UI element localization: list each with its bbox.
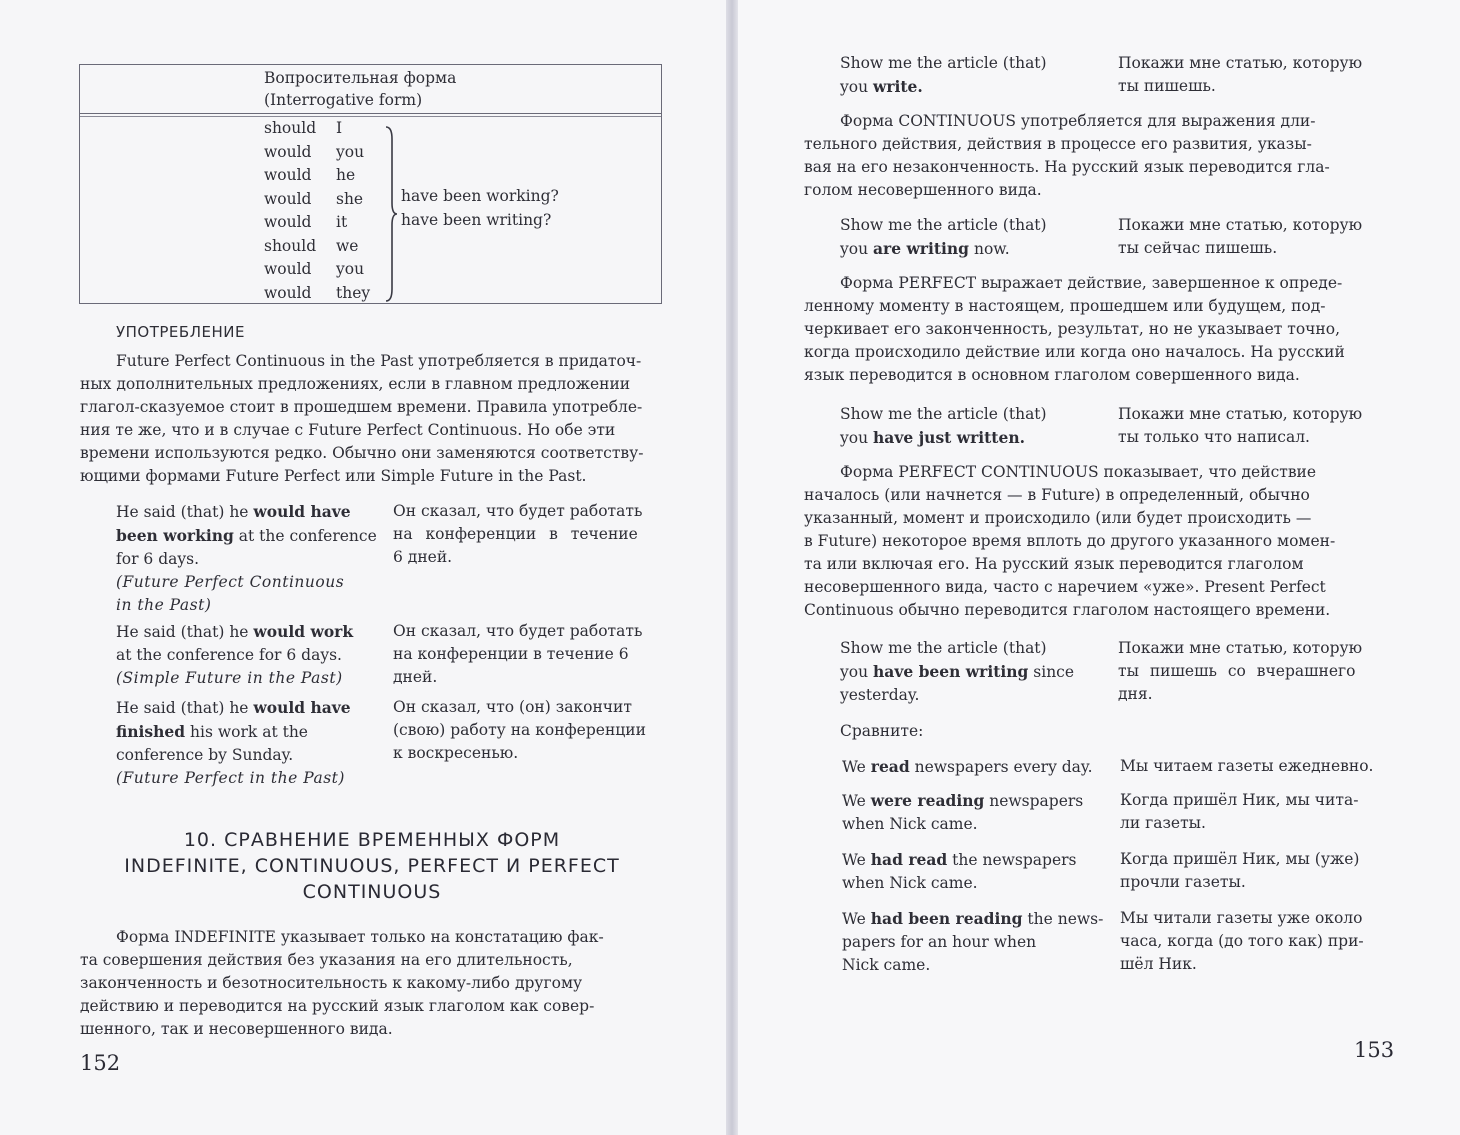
bold-verb: finished xyxy=(116,722,186,741)
tense-tag: (Simple Future in the Past) xyxy=(116,669,343,687)
curly-brace-icon xyxy=(384,125,398,303)
text-run: the newspapers xyxy=(947,851,1077,869)
text-line: несовершенного вида, часто с наречием «уже». Present Perfect xyxy=(804,578,1326,596)
example-english xyxy=(116,620,388,690)
text-line: yesterday. xyxy=(840,686,920,704)
pronoun: I xyxy=(336,119,343,137)
text-line: Show me the article (that) xyxy=(840,405,1047,423)
text-run: newspapers every day. xyxy=(909,758,1093,776)
heading-line: 10. СРАВНЕНИЕ ВРЕМЕННЫХ ФОРМ xyxy=(183,829,561,851)
example-english xyxy=(840,214,1112,261)
example-english xyxy=(116,696,388,790)
text-line: at the conference for 6 days. xyxy=(116,646,342,664)
example-russian xyxy=(393,696,665,765)
text-run: you xyxy=(840,240,873,258)
text-run: We xyxy=(842,758,871,776)
text-run: at the conference xyxy=(233,527,377,545)
tense-tag: in the Past) xyxy=(116,596,212,614)
text-line: Show me the article (that) xyxy=(840,639,1047,657)
verb-form: have been writing? xyxy=(401,210,552,229)
text-line: на конференции в течение 6 xyxy=(393,645,629,663)
section-heading xyxy=(80,827,664,905)
text-line: for 6 days. xyxy=(116,550,199,568)
text-line: шенного, так и несовершенного вида. xyxy=(80,1020,393,1038)
text-run: the news- xyxy=(1022,910,1104,928)
text-line: глагол-сказуемое стоит в прошедшем времени. Правила употребле- xyxy=(80,398,643,416)
compare-russian xyxy=(1120,907,1394,976)
text-line: в Future) некоторое время вплоть до другого указанного момен- xyxy=(804,532,1336,550)
page-number: 152 xyxy=(80,1051,121,1075)
aux-verb: would xyxy=(264,283,312,302)
text-line: Когда пришёл Ник, мы чита- xyxy=(1120,791,1359,809)
text-line: прочли газеты. xyxy=(1120,873,1246,891)
pronoun-column xyxy=(336,117,370,305)
text-line: Show me the article (that) xyxy=(840,216,1047,234)
table-header-line2: (Interrogative form) xyxy=(264,91,423,109)
text-line: when Nick came. xyxy=(842,815,978,833)
pronoun: she xyxy=(336,189,364,208)
book-gutter xyxy=(726,0,738,1135)
tense-tag: (Future Perfect in the Past) xyxy=(116,769,345,787)
text-line: Покажи мне статью, которую xyxy=(1118,405,1363,423)
compare-russian xyxy=(1120,789,1394,835)
bold-verb: would work xyxy=(253,622,354,641)
indefinite-paragraph xyxy=(80,926,664,1041)
tense-tag: (Future Perfect Continuous xyxy=(116,573,345,591)
bold-verb: would have xyxy=(253,502,351,521)
text-line: шёл Ник. xyxy=(1120,955,1197,973)
bold-verb: would have xyxy=(253,698,351,717)
bold-verb: were reading xyxy=(870,791,985,810)
text-line: законченность и безотносительность к какому-либо другому xyxy=(80,974,583,992)
text-line: ты пишешь. xyxy=(1118,77,1216,95)
verb-form: have been working? xyxy=(401,187,559,205)
text-line: вая на его незаконченность. На русский язык переводится гла- xyxy=(804,158,1330,176)
compare-english xyxy=(842,907,1114,977)
table-header-divider xyxy=(80,116,661,117)
bold-verb: had been reading xyxy=(870,909,1023,928)
usage-paragraph xyxy=(80,350,662,488)
bold-verb: are writing xyxy=(873,239,970,258)
pronoun: they xyxy=(336,283,371,302)
text-line: дня. xyxy=(1118,685,1153,703)
continuous-paragraph xyxy=(804,110,1390,202)
text-line: Continuous обычно переводится глаголом настоящего времени. xyxy=(804,601,1331,619)
text-line: Мы читаем газеты ежедневно. xyxy=(1120,757,1374,775)
text-line: ных дополнительных предложениях, если в главном предложении xyxy=(80,375,631,393)
heading-line: CONTINUOUS xyxy=(302,881,442,903)
text-line: Мы читали газеты уже около xyxy=(1120,909,1363,927)
compare-english xyxy=(842,789,1114,836)
text-run: He said (that) he xyxy=(116,623,254,641)
aux-verb: would xyxy=(264,142,312,161)
bold-verb: read xyxy=(870,757,910,776)
text-run: We xyxy=(842,910,871,928)
text-line: действию и переводится на русский язык глаголом как совер- xyxy=(80,997,595,1015)
text-line: голом несовершенного вида. xyxy=(804,181,1042,199)
text-run: now. xyxy=(969,240,1010,258)
text-line: Покажи мне статью, которую xyxy=(1118,216,1363,234)
text-run: He said (that) he xyxy=(116,699,254,717)
heading-line: INDEFINITE, CONTINUOUS, PERFECT И PERFECT xyxy=(124,855,620,877)
text-line: та совершения действия без указания на его длительность, xyxy=(80,951,573,969)
text-line: та или включая его. На русский язык переводится глаголом xyxy=(804,555,1304,573)
text-line: when Nick came. xyxy=(842,874,978,892)
text-run: since xyxy=(1028,663,1075,681)
text-line: началось (или начнется — в Future) в определенный, обычно xyxy=(804,486,1310,504)
example-russian xyxy=(1118,52,1392,98)
text-line: указанный, момент и происходило (или будет происходить — xyxy=(804,509,1312,527)
text-line: conference by Sunday. xyxy=(116,746,294,764)
text-run: We xyxy=(842,851,871,869)
example-russian xyxy=(1118,214,1392,260)
text-line: Nick came. xyxy=(842,956,931,974)
text-run: his work at the xyxy=(185,723,308,741)
compare-english xyxy=(842,848,1114,895)
bold-verb: had read xyxy=(870,850,948,869)
text-run: you xyxy=(840,663,873,681)
pronoun: he xyxy=(336,166,356,184)
example-english xyxy=(116,500,388,617)
compare-english xyxy=(842,755,1114,779)
text-line: ленному моменту в настоящем, прошедшем или будущем, под- xyxy=(804,297,1326,315)
pronoun: you xyxy=(336,142,365,161)
pronoun: we xyxy=(336,236,359,255)
text-line: Форма PERFECT CONTINUOUS показывает, что действие xyxy=(840,463,1317,481)
aux-verb: should xyxy=(264,236,317,255)
text-line: ты только что написал. xyxy=(1118,428,1310,446)
page-number: 153 xyxy=(1354,1038,1395,1062)
text-line: Покажи мне статью, которую xyxy=(1118,54,1363,72)
text-line: Когда пришёл Ник, мы (уже) xyxy=(1120,850,1360,868)
aux-verb: would xyxy=(264,260,312,278)
example-russian xyxy=(393,620,665,689)
text-line: Show me the article (that) xyxy=(840,54,1047,72)
aux-verb: would xyxy=(264,166,312,184)
left-page xyxy=(0,0,726,1135)
compare-russian xyxy=(1120,848,1394,894)
text-line: язык переводится в основном глаголом совершенного вида. xyxy=(804,366,1300,384)
text-run: newspapers xyxy=(984,792,1084,810)
bold-verb: write. xyxy=(873,77,923,96)
text-line: ния те же, что и в случае с Future Perfect Continuous. Но обе эти xyxy=(80,421,616,439)
text-line: дней. xyxy=(393,668,438,686)
aux-verb: would xyxy=(264,189,312,208)
text-line: тельного действия, действия в процессе его развития, указы- xyxy=(804,135,1312,153)
perfect-paragraph xyxy=(804,272,1390,387)
text-line: черкивает его законченность, результат, но не указывает точно, xyxy=(804,320,1341,338)
text-line: ли газеты. xyxy=(1120,814,1206,832)
bold-verb: have been writing xyxy=(873,662,1029,681)
table-header-line1: Вопросительная форма xyxy=(264,69,457,87)
bold-verb: have just written. xyxy=(873,428,1025,447)
text-line: Форма PERFECT выражает действие, завершенное к опреде- xyxy=(840,274,1343,292)
text-run: you xyxy=(840,78,873,96)
aux-verb: would xyxy=(264,213,312,231)
text-line: Он сказал, что (он) закончит xyxy=(393,698,632,716)
text-run: you xyxy=(840,429,873,447)
verb-column xyxy=(401,185,559,232)
text-line: Форма INDEFINITE указывает только на констатацию фак- xyxy=(116,928,604,946)
example-russian xyxy=(1118,637,1392,706)
text-line: Форма CONTINUOUS употребляется для выражения дли- xyxy=(840,112,1316,130)
interrogative-form-table xyxy=(79,64,662,304)
example-russian xyxy=(393,500,665,569)
text-line: часа, когда (до того как) при- xyxy=(1120,932,1364,950)
text-line: papers for an hour when xyxy=(842,933,1037,951)
text-line: (свою) работу на конференции xyxy=(393,721,646,739)
compare-russian xyxy=(1120,755,1394,778)
text-line: ющими формами Future Perfect или Simple Future in the Past. xyxy=(80,467,587,485)
aux-verb-column xyxy=(264,117,316,305)
table-header-text xyxy=(264,67,456,111)
example-russian xyxy=(1118,403,1392,449)
text-run: We xyxy=(842,792,871,810)
text-line: ты сейчас пишешь. xyxy=(1118,239,1278,257)
aux-verb: should xyxy=(264,119,317,137)
example-english xyxy=(840,637,1112,707)
right-page xyxy=(738,0,1460,1135)
text-line: к воскресенью. xyxy=(393,744,519,762)
text-line: Он сказал, что будет работать xyxy=(393,502,643,520)
pronoun: it xyxy=(336,213,348,231)
example-english xyxy=(840,403,1112,450)
text-run: He said (that) he xyxy=(116,503,254,521)
pronoun: you xyxy=(336,260,365,278)
perfect-continuous-paragraph xyxy=(804,461,1390,622)
text-line: когда происходило действие или когда оно началось. На русский xyxy=(804,343,1345,361)
usage-heading: УПОТРЕБЛЕНИЕ xyxy=(116,323,245,341)
bold-verb: been working xyxy=(116,526,234,545)
text-line: времени используются редко. Обычно они заменяются соответству- xyxy=(80,444,644,462)
example-english xyxy=(840,52,1112,99)
text-line: на конференции в течение xyxy=(393,525,638,543)
text-line: Future Perfect Continuous in the Past употребляется в придаточ- xyxy=(116,352,642,370)
text-line: Он сказал, что будет работать xyxy=(393,622,643,640)
text-line: 6 дней. xyxy=(393,548,453,566)
compare-label: Сравните: xyxy=(840,722,924,740)
text-line: Покажи мне статью, которую xyxy=(1118,639,1363,657)
text-line: ты пишешь со вчерашнего xyxy=(1118,662,1356,680)
